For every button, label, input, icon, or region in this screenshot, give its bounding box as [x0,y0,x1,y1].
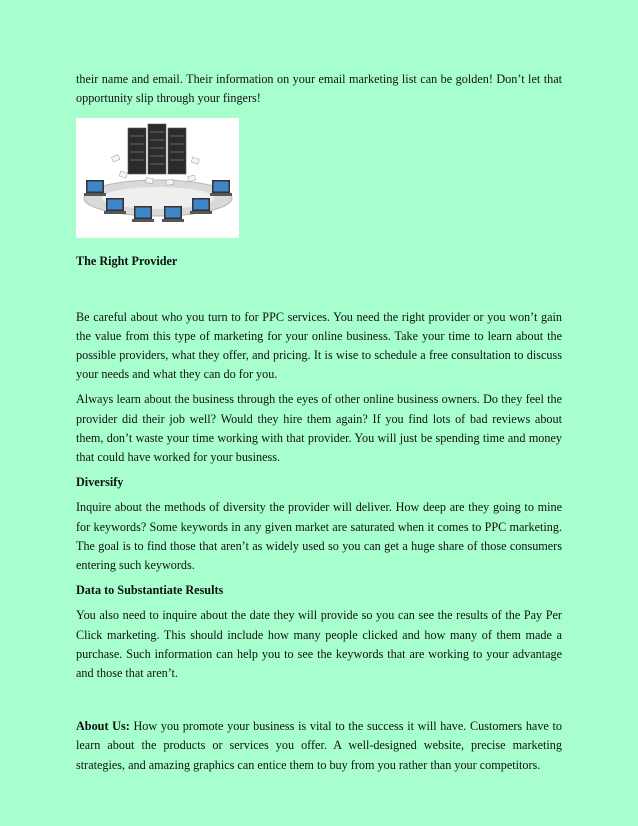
intro-paragraph: their name and email. Their information on your email marketing list can be golden! Don’t let that opportunity slip through your fingers! [76,72,562,106]
results-paragraph: You also need to inquire about the date they will provide so you can see the results of the Pay Per Click marketing. This should include how many people clicked and how many of them made a purchase. Such information can help you to see the keywords that are working to your advantage and those that aren’t. [76,608,562,681]
provider-paragraph-1: Be careful about who you turn to for PPC services. You need the right provider or you won’t gain the value from this type of marketing for your online business. Take your time to learn about the possible providers, what they offer, and pricing. It is wise to schedule a free consultation to discuss your needs and what they can do for you. [76,309,562,382]
about-us-text: How you promote your business is vital to the success it will have. Customers have to learn about the products or services you offer. A well-designed website, precise marketing strategies, and amazing graphics can entice them to buy from you rather than your competitors. [76,719,562,772]
heading-right-provider: The Right Provider [76,254,178,269]
heading-data-results: Data to Substantiate Results [76,583,224,598]
about-us-label: About Us: [76,719,130,734]
about-us-paragraph [76,717,562,775]
server-network-icon [76,118,239,238]
server-network-image [76,118,239,238]
heading-diversify: Diversify [76,475,124,490]
diversify-paragraph: Inquire about the methods of diversity the provider will deliver. How deep are they going to mine for keywords? Some keywords in any given market are saturated when it comes to PPC marketing. The goal is to find those that aren’t as widely used so you can get a huge share of those consumers entering such keywords. [76,500,562,573]
document-body [76,70,562,775]
provider-paragraph-2: Always learn about the business through the eyes of other online business owners. Do they feel the provider did their job well? Would they hire them again? If you find lots of bad reviews about them, don’t waste your time working with that provider. You will just be spending time and money that could have worked for your business. [76,392,562,465]
